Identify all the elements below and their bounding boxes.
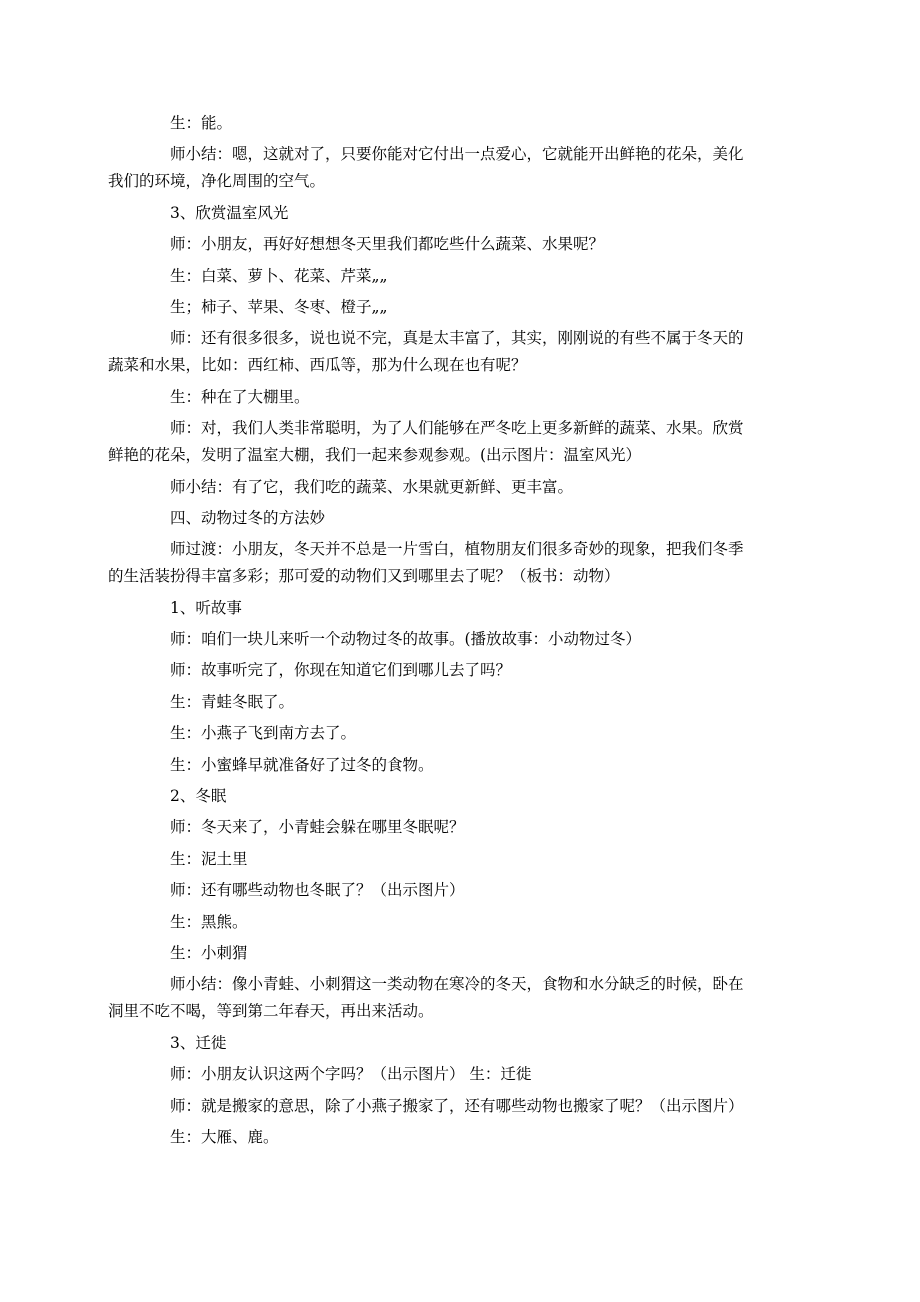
paragraph	[170, 1061, 780, 1092]
paragraph	[170, 110, 780, 141]
paragraph-continuation-line: 我们的环境，净化周围的空气。	[108, 172, 326, 191]
paragraph-line: 生：能。	[170, 114, 233, 132]
paragraph-line: 师：还有很多很多，说也说不完，真是太丰富了，其实，刚刚说的有些不属于冬天的	[170, 329, 744, 348]
paragraph-line: 师小结：像小青蛙、小刺猬这一类动物在寒冷的冬天，食物和水分缺乏的时候，卧在	[170, 975, 744, 994]
paragraph-line: 师小结：有了它，我们吃的蔬菜、水果就更新鲜、更丰富。	[170, 477, 574, 496]
paragraph	[170, 909, 780, 940]
paragraph-line: 生：青蛙冬眠了。	[170, 692, 295, 711]
paragraph-continuation-line: 的生活装扮得丰富多彩；那可爱的动物们又到哪里去了呢？（板书：动物）	[108, 567, 620, 586]
paragraph	[170, 200, 780, 231]
paragraph	[170, 1093, 780, 1124]
paragraph	[108, 415, 780, 473]
paragraph-line: 师过渡：小朋友，冬天并不总是一片雪白，植物朋友们很多奇妙的现象，把我们冬季	[170, 540, 744, 559]
paragraph	[170, 384, 780, 415]
paragraph	[170, 752, 780, 783]
paragraph	[170, 1124, 780, 1155]
paragraph	[170, 940, 780, 971]
paragraph-line: 生：白菜、萝卜、花菜、芹菜„„	[170, 266, 388, 285]
paragraph-line: 生；柿子、苹果、冬枣、橙子„„	[170, 297, 388, 316]
paragraph-line: 2、冬眠	[170, 787, 227, 806]
paragraph	[170, 814, 780, 845]
paragraph-line: 师：故事听完了，你现在知道它们到哪儿去了吗？	[170, 661, 512, 680]
paragraph-line: 师：冬天来了，小青蛙会躲在哪里冬眠呢？	[170, 818, 465, 837]
paragraph-line: 生：大雁、鹿。	[170, 1127, 279, 1146]
document-body	[108, 110, 780, 1155]
paragraph	[170, 505, 780, 536]
paragraph-line: 生：黑熊。	[170, 912, 248, 931]
paragraph-line: 师：小朋友，再好好想想冬天里我们都吃些什么蔬菜、水果呢？	[170, 235, 605, 254]
paragraph	[170, 720, 780, 751]
paragraph-line: 生：泥土里	[170, 849, 248, 868]
paragraph-line: 生：小燕子飞到南方去了。	[170, 724, 357, 743]
paragraph-continuation-line: 洞里不吃不喝，等到第二年春天，再出来活动。	[108, 1002, 434, 1021]
paragraph	[170, 1030, 780, 1061]
paragraph-line: 3、欣赏温室风光	[170, 203, 289, 222]
paragraph	[108, 141, 780, 199]
paragraph	[170, 294, 780, 325]
paragraph-continuation-line: 鲜艳的花朵，发明了温室大棚，我们一起来参观参观。(出示图片：温室风光）	[108, 446, 642, 465]
paragraph	[170, 626, 780, 657]
paragraph	[170, 846, 780, 877]
paragraph-line: 生：种在了大棚里。	[170, 387, 310, 406]
paragraph	[108, 325, 780, 383]
paragraph-line: 3、迁徙	[170, 1033, 227, 1052]
paragraph-line: 1、听故事	[170, 598, 242, 617]
paragraph-line: 师小结：嗯，这就对了，只要你能对它付出一点爱心，它就能开出鲜艳的花朵，美化	[170, 145, 744, 164]
paragraph	[170, 231, 780, 262]
paragraph-line: 师：还有哪些动物也冬眠了？（出示图片）	[170, 881, 465, 900]
paragraph	[170, 783, 780, 814]
paragraph-line: 生：小刺猬	[170, 943, 248, 962]
paragraph-line: 生：小蜜蜂早就准备好了过冬的食物。	[170, 755, 434, 774]
paragraph	[170, 657, 780, 688]
paragraph	[170, 877, 780, 908]
paragraph-line: 师：就是搬家的意思，除了小燕子搬家了，还有哪些动物也搬家了呢？（出示图片）	[170, 1096, 744, 1115]
paragraph	[108, 536, 780, 594]
paragraph-line: 四、动物过冬的方法妙	[170, 508, 326, 527]
paragraph-line: 师：小朋友认识这两个字吗？（出示图片） 生：迁徙	[170, 1065, 532, 1084]
paragraph	[108, 971, 780, 1029]
paragraph-continuation-line: 蔬菜和水果，比如：西红柿、西瓜等，那为什么现在也有呢？	[108, 356, 527, 375]
paragraph	[170, 474, 780, 505]
paragraph	[170, 595, 780, 626]
paragraph-line: 师：咱们一块儿来听一个动物过冬的故事。(播放故事：小动物过冬）	[170, 630, 642, 649]
paragraph	[170, 689, 780, 720]
paragraph-line: 师：对，我们人类非常聪明，为了人们能够在严冬吃上更多新鲜的蔬菜、水果。欣赏	[170, 419, 744, 438]
paragraph	[170, 263, 780, 294]
